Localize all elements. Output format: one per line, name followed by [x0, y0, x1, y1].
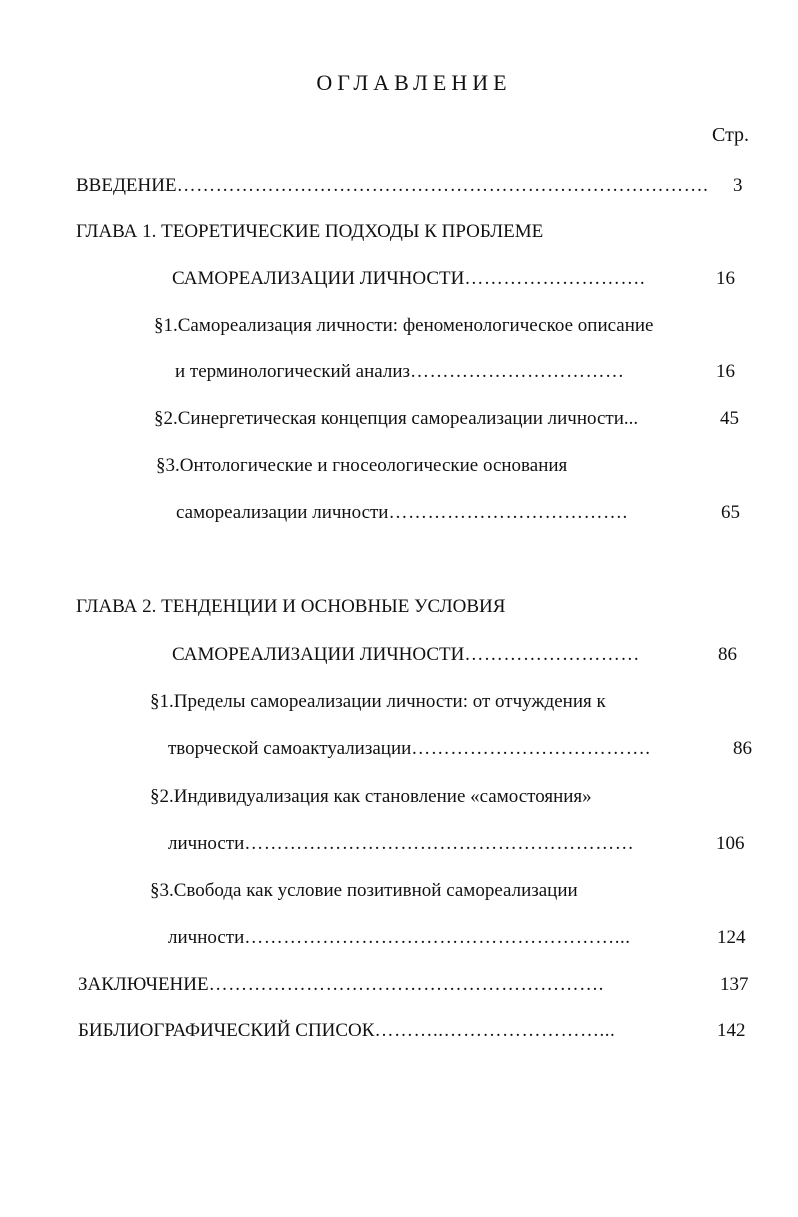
toc-entry-ch1-sec1[interactable]	[154, 314, 653, 338]
toc-entry-page: 16	[716, 361, 735, 382]
toc-entry-page: 3	[733, 175, 743, 196]
toc-entry-title: ГЛАВА 1. ТЕОРЕТИЧЕСКИЕ ПОДХОДЫ К ПРОБЛЕМЕ	[76, 221, 544, 242]
toc-entry-title: §3.Онтологические и гносеологические основания	[156, 455, 568, 476]
toc-entry-bibliography[interactable]	[78, 1019, 615, 1043]
toc-entry-page: 86	[733, 738, 752, 759]
toc-entry-ch2-sec2-cont[interactable]	[168, 832, 634, 856]
toc-leader-dots: ……………………….	[464, 268, 646, 289]
toc-entry-page: 137	[720, 974, 749, 995]
toc-entry-chapter-2-cont[interactable]	[172, 643, 640, 667]
toc-entry-ch2-sec3[interactable]	[150, 879, 578, 903]
toc-entry-title: §2.Индивидуализация как становление «самостояния»	[150, 786, 592, 807]
toc-entry-ch2-sec1-cont[interactable]	[168, 737, 651, 761]
toc-entry-title: САМОРЕАЛИЗАЦИИ ЛИЧНОСТИ	[172, 268, 465, 289]
toc-entry-page: 65	[721, 502, 740, 523]
toc-leader-dots: …………………………………………………….	[208, 974, 604, 995]
toc-entry-conclusion[interactable]	[78, 973, 604, 997]
toc-entry-chapter-1-cont[interactable]	[172, 267, 645, 291]
toc-leader-dots: ……………………………….	[388, 502, 628, 523]
toc-entry-title: БИБЛИОГРАФИЧЕСКИЙ СПИСОК	[78, 1020, 375, 1041]
toc-entry-title: личности	[168, 927, 245, 948]
page-column-label: Стр.	[712, 124, 750, 146]
toc-entry-title: ГЛАВА 2. ТЕНДЕНЦИИ И ОСНОВНЫЕ УСЛОВИЯ	[76, 596, 506, 617]
toc-entry-title: ВВЕДЕНИЕ	[76, 175, 177, 196]
toc-entry-title: личности	[168, 833, 245, 854]
toc-entry-introduction[interactable]	[76, 174, 708, 198]
toc-leader-dots: ……………………………………………………	[244, 833, 635, 854]
toc-entry-page: 16	[716, 268, 735, 289]
toc-leader-dots: …………………………………………………...	[244, 927, 631, 948]
toc-entry-ch2-sec2[interactable]	[150, 785, 592, 809]
toc-leader-dots: ………………………	[464, 644, 640, 665]
toc-entry-ch1-sec3-cont[interactable]	[176, 501, 628, 525]
toc-entry-title: и терминологический анализ	[175, 361, 410, 382]
toc-leader-dots: ……………………………	[410, 361, 625, 382]
toc-entry-chapter-1[interactable]	[76, 220, 543, 244]
toc-entry-ch2-sec3-cont[interactable]	[168, 926, 631, 950]
toc-leader-dots: ……………………………………………………………………….	[176, 175, 709, 196]
toc-entry-title: самореализации личности	[176, 502, 389, 523]
toc-entry-title: ЗАКЛЮЧЕНИЕ	[78, 974, 209, 995]
toc-entry-page: 106	[716, 833, 745, 854]
toc-entry-title: §1.Пределы самореализации личности: от отчуждения к	[150, 691, 606, 712]
toc-entry-ch2-sec1[interactable]	[150, 690, 606, 714]
toc-entry-title: §1.Самореализация личности: феноменологическое описание	[154, 315, 654, 336]
toc-entry-title: §3.Свобода как условие позитивной самореализации	[150, 880, 578, 901]
toc-entry-chapter-2[interactable]	[76, 595, 505, 619]
toc-entry-ch1-sec2[interactable]	[154, 407, 638, 431]
toc-leader-dots: ……………………………….	[411, 738, 651, 759]
toc-entry-ch1-sec3[interactable]	[156, 454, 567, 478]
toc-entry-page: 45	[720, 408, 739, 429]
toc-leader-dots: ………..……………………...	[374, 1020, 616, 1041]
toc-entry-title: САМОРЕАЛИЗАЦИИ ЛИЧНОСТИ	[172, 644, 465, 665]
toc-entry-title: творческой самоактуализации	[168, 738, 412, 759]
toc-entry-page: 86	[718, 644, 737, 665]
toc-heading: ОГЛАВЛЕНИЕ	[316, 70, 512, 95]
toc-entry-ch1-sec1-cont[interactable]	[175, 360, 625, 384]
toc-entry-page: 142	[717, 1020, 746, 1041]
toc-entry-title: §2.Синергетическая концепция самореализации личности...	[154, 408, 639, 429]
toc-entry-page: 124	[717, 927, 746, 948]
